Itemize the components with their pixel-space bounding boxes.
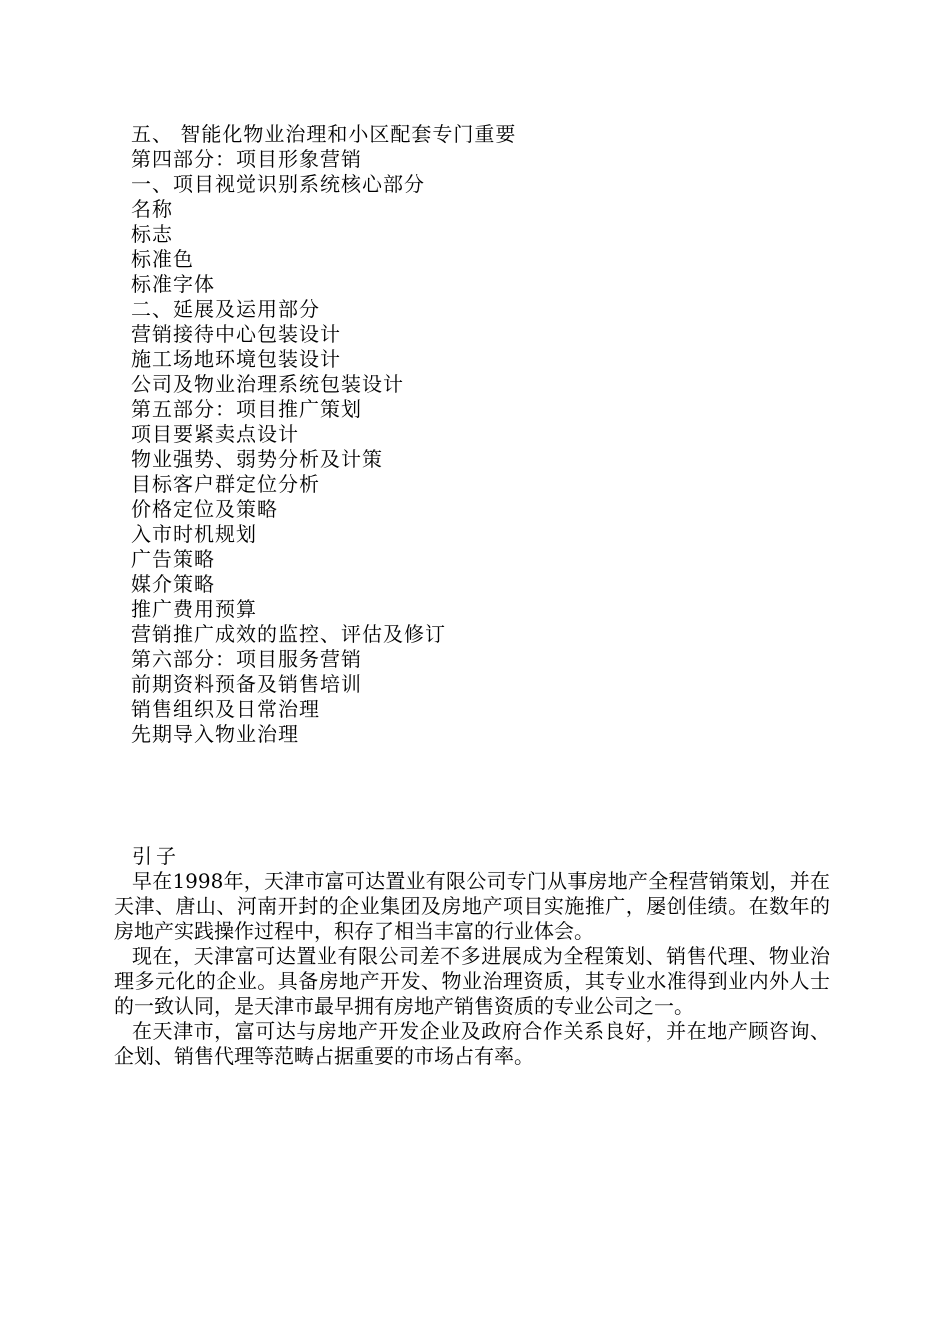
intro-paragraph: 在天津市，富可达与房地产开发企业及政府合作关系良好，并在地产顾咨询、企划、销售代理等范畴占据重要的市场占有率。	[114, 1019, 830, 1068]
outline-item: 第六部分：项目服务营销	[131, 647, 362, 671]
outline-item: 前期资料预备及销售培训	[131, 672, 362, 696]
intro-heading: 引子	[132, 844, 180, 868]
intro-section	[114, 844, 830, 1069]
outline-item: 第四部分：项目形象营销	[131, 147, 362, 171]
outline-item: 营销推广成效的监控、评估及修订	[131, 622, 446, 646]
outline-item: 项目要紧卖点设计	[131, 422, 299, 446]
outline-item: 施工场地环境包装设计	[131, 347, 341, 371]
outline-item: 标志	[131, 222, 173, 246]
outline-item: 标准字体	[131, 272, 215, 296]
outline-item: 名称	[131, 197, 173, 221]
outline-item: 营销接待中心包装设计	[131, 322, 341, 346]
outline-item: 公司及物业治理系统包装设计	[131, 372, 404, 396]
outline-list	[131, 122, 831, 747]
outline-item: 先期导入物业治理	[131, 722, 299, 746]
intro-paragraph: 现在，天津富可达置业有限公司差不多进展成为全程策划、销售代理、物业治理多元化的企业。具备房地产开发、物业治理资质，其专业水准得到业内外人士的一致认同，是天津市最早拥有房地产销售资质的专业公司之一。	[114, 944, 830, 1018]
outline-item: 广告策略	[131, 547, 215, 571]
outline-item: 标准色	[131, 247, 194, 271]
outline-item: 一、项目视觉识别系统核心部分	[131, 172, 425, 196]
outline-item: 五、 智能化物业治理和小区配套专门重要	[131, 122, 517, 146]
outline-item: 推广费用预算	[131, 597, 257, 621]
outline-item: 第五部分：项目推广策划	[131, 397, 362, 421]
intro-paragraph: 早在1998年，天津市富可达置业有限公司专门从事房地产全程营销策划，并在天津、唐山、河南开封的企业集团及房地产项目实施推广，屡创佳绩。在数年的房地产实践操作过程中，积存了相当丰富的行业体会。	[114, 869, 830, 943]
outline-item: 媒介策略	[131, 572, 215, 596]
outline-item: 物业强势、弱势分析及计策	[131, 447, 383, 471]
outline-item: 二、延展及运用部分	[131, 297, 320, 321]
outline-item: 目标客户群定位分析	[131, 472, 320, 496]
outline-item: 销售组织及日常治理	[131, 697, 320, 721]
outline-item: 入市时机规划	[131, 522, 257, 546]
outline-item: 价格定位及策略	[131, 497, 278, 521]
